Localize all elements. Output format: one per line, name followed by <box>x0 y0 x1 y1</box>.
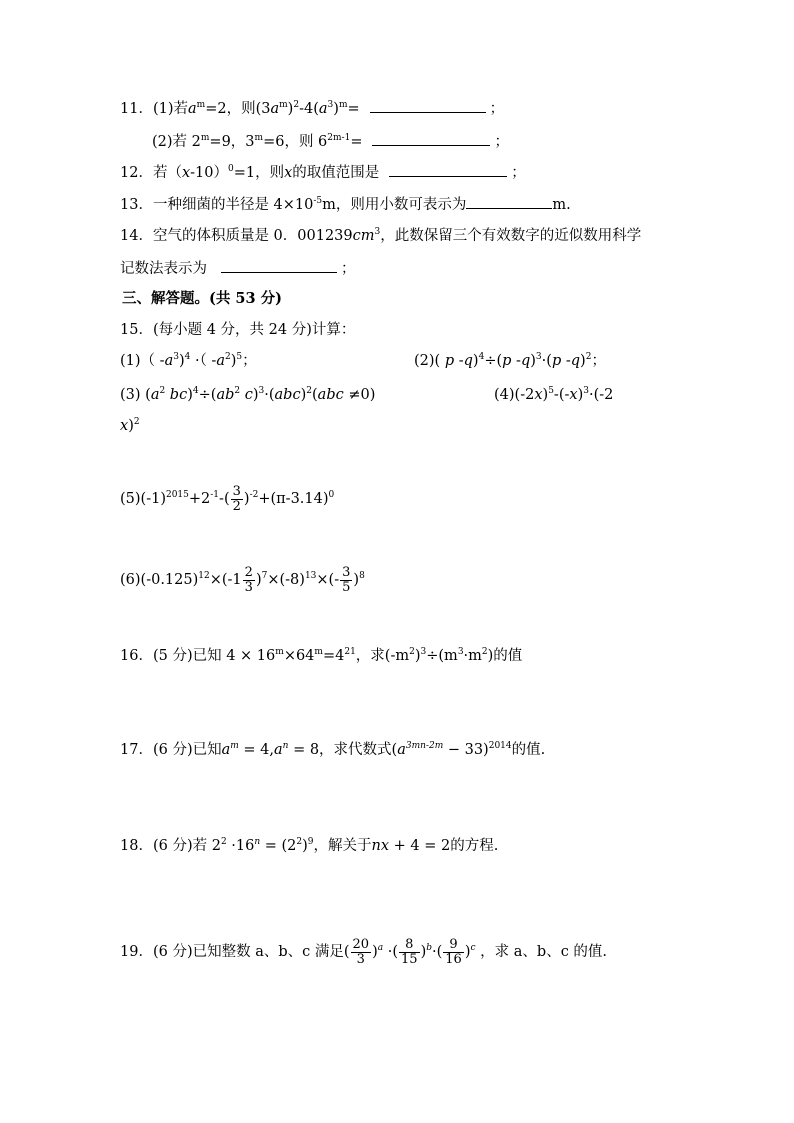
var: nx <box>371 838 390 854</box>
text: ； <box>489 101 505 117</box>
sup: 3 <box>457 647 464 657</box>
text: ) <box>230 353 237 369</box>
sup: c <box>470 943 476 953</box>
sup: 3 <box>535 352 542 362</box>
sup: 5 <box>236 352 243 362</box>
text: ) <box>372 944 378 960</box>
question-15-sub-6 <box>120 565 365 595</box>
sup: 12 <box>198 571 210 581</box>
answer-blank[interactable] <box>370 98 486 113</box>
text: ； <box>494 134 509 150</box>
text: =4 <box>322 648 345 664</box>
text: ·( <box>383 944 399 960</box>
text: (4)(-2 <box>494 387 535 403</box>
sup: 8 <box>359 571 365 581</box>
text: ·( <box>264 387 275 403</box>
text: ×(- <box>316 572 340 588</box>
sup: m <box>230 741 239 751</box>
sup: 4 <box>184 352 191 362</box>
sup: m <box>200 133 210 143</box>
sup: 2 <box>296 837 303 847</box>
text: ×(-8) <box>267 572 305 588</box>
text: 19．(6 分)已知整数 a、b、c 满足( <box>120 944 350 960</box>
sup: 3 <box>173 352 179 362</box>
text: - <box>561 353 571 369</box>
sup: 4 <box>192 386 199 396</box>
sup: -5 <box>313 196 323 206</box>
sup: 3 <box>583 386 589 396</box>
sup: m <box>275 647 284 657</box>
text: ·（ - <box>190 353 217 369</box>
text: +(π-3.14) <box>258 491 329 507</box>
sup: 2 <box>159 386 166 396</box>
var: x <box>569 387 578 403</box>
sup: 2 <box>234 386 241 396</box>
fraction <box>351 938 372 967</box>
text: =6，则 6 <box>263 134 328 150</box>
text: ) <box>255 572 262 588</box>
text: ×64 <box>283 648 315 664</box>
text: ) <box>178 353 185 369</box>
var: a <box>150 387 160 403</box>
text: ) <box>243 491 250 507</box>
sup: n <box>282 741 289 751</box>
text: ，解关于 <box>313 838 372 854</box>
answer-blank[interactable] <box>372 131 490 146</box>
text: = (2 <box>260 838 297 854</box>
text: (2)( <box>414 353 445 369</box>
text: 14．空气的体积质量是 0．001239 <box>120 228 353 244</box>
sup: 3 <box>374 227 381 237</box>
text: ) <box>530 353 536 369</box>
var: a <box>216 353 225 369</box>
text: = <box>347 101 360 117</box>
sup: 7 <box>261 571 268 581</box>
text: ) <box>577 387 584 403</box>
text: ) <box>414 648 421 664</box>
sup: m <box>254 133 264 143</box>
text: 的方程. <box>450 838 499 854</box>
sup: -1 <box>210 490 220 500</box>
var: cm <box>352 228 375 244</box>
sup: 2 <box>481 647 488 657</box>
text: ÷( <box>484 353 503 369</box>
text: 16．(5 分)已知 4 × 16 <box>120 648 276 664</box>
sup: a <box>377 943 384 953</box>
text: +2 <box>188 491 211 507</box>
sup: 2 <box>306 386 312 396</box>
sup: b <box>426 943 432 953</box>
text: (6)(-0.125) <box>120 572 199 588</box>
text: ) <box>580 353 586 369</box>
section-title: 三、解答题。(共 53 分) <box>122 290 282 307</box>
text: − 33) <box>443 742 489 758</box>
var: q <box>570 353 581 369</box>
text: 17．(6 分)已知 <box>120 742 222 758</box>
text: ，求(-m <box>355 648 410 664</box>
sup: 2m-1 <box>327 133 351 143</box>
text: (3) ( <box>120 387 151 403</box>
sup: 2015 <box>165 490 189 500</box>
text: ； <box>511 165 526 181</box>
var: p <box>444 353 455 369</box>
text: - <box>511 353 521 369</box>
text: = 4, <box>238 742 275 758</box>
text: m. <box>552 197 571 213</box>
text: (5)(-1) <box>120 491 166 507</box>
numerator: 3 <box>342 564 351 580</box>
text: )的值 <box>487 648 523 664</box>
question-15-sub-2 <box>414 351 606 371</box>
text: = 8，求代数式( <box>288 742 398 758</box>
var: x <box>284 165 293 181</box>
var: a <box>221 742 231 758</box>
var: abc <box>274 387 301 403</box>
var: q <box>520 353 531 369</box>
text: ； <box>242 353 257 369</box>
text: 的值. <box>511 742 546 758</box>
sup: n <box>254 837 261 847</box>
var: a <box>270 101 280 117</box>
text: -10） <box>190 165 228 181</box>
text: 18．(6 分)若 2 <box>120 838 221 854</box>
sup: 2 <box>585 352 592 362</box>
question-11-part-1 <box>120 98 504 119</box>
sup: -2 <box>249 490 259 500</box>
text: ÷( <box>198 387 217 403</box>
question-11-part-2 <box>152 131 509 152</box>
sup: 5 <box>548 386 554 396</box>
text: ) <box>472 353 479 369</box>
text: - <box>454 353 464 369</box>
sup: 2 <box>293 100 300 110</box>
var: a <box>188 101 197 117</box>
text: ( <box>312 387 318 403</box>
text: ÷(m <box>426 648 458 664</box>
text: ≠0) <box>343 387 376 403</box>
var: a <box>397 742 406 758</box>
sup: 3 <box>327 100 334 110</box>
denominator: 5 <box>342 579 351 595</box>
text: -4( <box>299 101 319 117</box>
text: m，则用小数可表示为 <box>322 197 467 213</box>
text: ； <box>341 261 356 277</box>
text: ·(-2 <box>588 387 614 403</box>
sup: m <box>314 647 323 657</box>
question-17 <box>120 740 545 760</box>
text: 11．(1)若 <box>120 101 188 117</box>
numerator: 20 <box>352 936 370 952</box>
text: ) <box>128 418 134 434</box>
text: + 4 = 2 <box>389 838 451 854</box>
var: x <box>181 165 191 181</box>
text: =2，则(3 <box>205 101 271 117</box>
var: a <box>274 742 283 758</box>
text: ·16 <box>226 838 255 854</box>
question-14-line-2 <box>120 258 356 279</box>
text: ) <box>542 387 549 403</box>
text: ×(-1 <box>209 572 242 588</box>
text: ) <box>252 387 259 403</box>
question-18 <box>120 836 498 856</box>
question-14-line-1 <box>120 226 641 246</box>
text: ； <box>591 353 606 369</box>
question-15-head: 15．(每小题 4 分，共 24 分)计算： <box>120 322 356 338</box>
text: ) <box>300 387 307 403</box>
fraction <box>231 485 243 514</box>
text: ·( <box>432 944 443 960</box>
text: ) <box>333 101 339 117</box>
question-16 <box>120 646 522 666</box>
var: c <box>240 387 253 403</box>
text: ) <box>464 944 471 960</box>
var: abc <box>317 387 344 403</box>
question-15-sub-1 <box>120 351 257 371</box>
text: ·m <box>463 648 482 664</box>
answer-blank[interactable] <box>466 194 552 209</box>
fraction <box>399 938 420 967</box>
fraction <box>340 566 352 595</box>
text: =1，则 <box>233 165 285 181</box>
sup: m <box>338 100 348 110</box>
sup: 9 <box>307 837 314 847</box>
text: (2)若 2 <box>152 134 201 150</box>
text: 的取值范围是 <box>292 165 380 181</box>
sup: 2 <box>133 417 140 427</box>
text: -(- <box>553 387 570 403</box>
sup: m <box>196 100 206 110</box>
text: =9，3 <box>209 134 255 150</box>
sup: 3mn-2m <box>405 741 444 751</box>
answer-blank[interactable] <box>221 258 337 273</box>
question-15-sub-4-wrap <box>120 416 140 436</box>
var: q <box>463 353 473 369</box>
text: (1)（ - <box>120 353 165 369</box>
text: -( <box>219 491 230 507</box>
question-15-sub-5 <box>120 484 334 514</box>
sup: 13 <box>304 571 317 581</box>
sup: 2 <box>409 647 415 657</box>
var: x <box>120 418 129 434</box>
text: ，此数保留三个有效数字的近似数用科学 <box>380 228 642 244</box>
question-15-sub-3 <box>120 385 375 405</box>
var: p <box>502 353 512 369</box>
fraction <box>443 938 464 967</box>
sup: 0 <box>228 164 234 174</box>
sup: 3 <box>420 647 427 657</box>
denominator: 2 <box>232 498 241 514</box>
text: ，求 a、b、c 的值. <box>475 944 608 960</box>
numerator: 3 <box>232 483 241 499</box>
text: ) <box>287 101 294 117</box>
text: ) <box>420 944 427 960</box>
denominator: 16 <box>445 951 462 967</box>
sup: m <box>279 100 288 110</box>
var: a <box>164 353 174 369</box>
numerator: 2 <box>244 564 253 580</box>
question-12 <box>120 162 526 183</box>
numerator: 8 <box>399 938 420 953</box>
var: p <box>551 353 562 369</box>
fraction <box>243 566 255 595</box>
sup: 2 <box>225 352 231 362</box>
var: x <box>534 387 543 403</box>
text: = <box>350 134 363 150</box>
var: a <box>318 101 328 117</box>
sup: 21 <box>344 647 356 657</box>
question-19 <box>120 937 607 967</box>
text: 记数法表示为 <box>120 261 207 277</box>
denominator: 3 <box>244 579 253 595</box>
text: ) <box>302 838 308 854</box>
text: ) <box>187 387 193 403</box>
sup: 2 <box>220 837 227 847</box>
text: 13．一种细菌的半径是 4×10 <box>120 197 314 213</box>
var: ab <box>216 387 235 403</box>
question-13 <box>120 194 571 215</box>
denominator: 15 <box>401 951 418 967</box>
var: bc <box>165 387 188 403</box>
sup: 0 <box>328 490 335 500</box>
sup: 2014 <box>488 741 512 751</box>
denominator: 3 <box>356 951 365 967</box>
question-15-sub-4 <box>494 385 613 405</box>
text: 12．若（ <box>120 165 182 181</box>
text: ) <box>353 572 360 588</box>
numerator: 9 <box>443 938 464 953</box>
text: ·( <box>541 353 552 369</box>
sup: 4 <box>478 352 485 362</box>
answer-blank[interactable] <box>389 162 507 177</box>
sup: 3 <box>258 386 265 396</box>
